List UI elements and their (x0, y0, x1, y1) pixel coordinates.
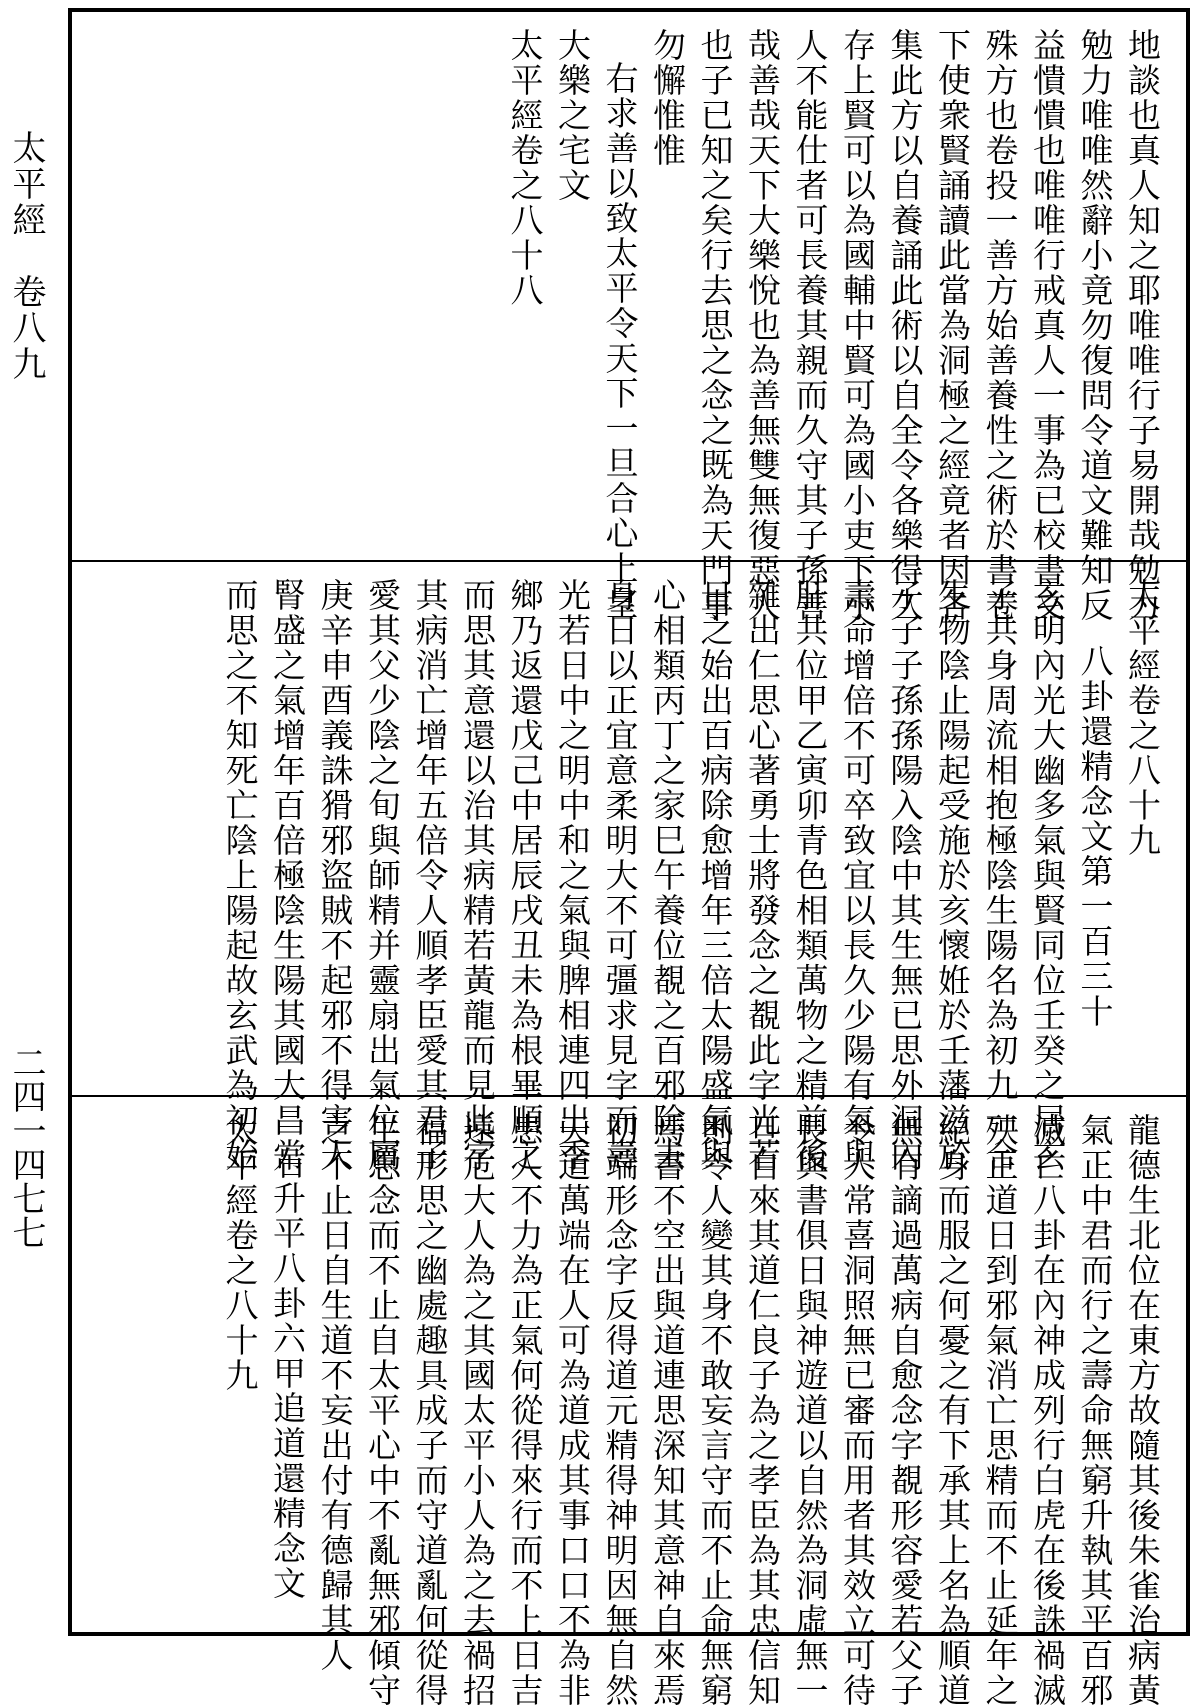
chapter-end-title: 太平經卷之八十九 (220, 1113, 260, 1393)
text-column: 殊方也卷投一善方始善養性之術於書卷 (980, 28, 1020, 623)
vertical-text-block (84, 562, 1166, 1173)
text-column: 玄明內光大幽多氣與賢同位壬癸之居玄 (1028, 578, 1067, 1173)
text-column: 生思念而不止自太平心中不亂無邪傾守 (363, 1113, 402, 1708)
text-column: 殃正道日到邪氣消亡思精而不止延年之 (980, 1113, 1020, 1708)
text-column: 天道萬端在人可為道成其事口口不為非 (553, 1113, 592, 1708)
text-column: 而思其意還以治其病精若黃龍而見此字 (458, 578, 497, 1173)
text-column: 遠危大人為之其國太平小人為之去禍招 (458, 1113, 497, 1708)
text-column: 哉善哉天下大樂悅也為善無雙無復惡人 (743, 28, 782, 623)
text-column: 肝共位甲乙寅卯青色相類萬物之精前後 (790, 578, 830, 1173)
text-column: 滅亡八卦在內神成列行白虎在後誅禍滅 (1028, 1113, 1067, 1708)
text-column: 患人不力為正氣何從得來行而不上日吉 (505, 1113, 545, 1708)
text-column: 氣正中君而行之壽命無窮升執其平百邪 (1075, 1113, 1115, 1708)
text-column: 身日以正宜意柔明大不可彊求見字而壽 (600, 578, 640, 1173)
text-column: 地談也真人知之耶唯唯行子易開哉勉力 (1123, 28, 1162, 623)
text-column: 福形思之幽處趣具成子而守道亂何從得 (410, 1113, 450, 1708)
vertical-text-block (84, 12, 1166, 623)
text-column: 也子已知之矣行去思之念之既為天門事 (695, 28, 735, 623)
text-column: 初端形念字反得道元精得神明因無自然 (600, 1113, 640, 1708)
text-column: 集此方以自養誦此術以自全令各樂得久 (885, 28, 925, 623)
text-column: 庚辛申酉義誅猾邪盜賊不起邪不得害人 (315, 578, 355, 1173)
text-column: 人不能仕者可長養其親而久守其子孫善 (790, 28, 830, 623)
text-column: 下使衆賢誦讀此當為洞極之經竟者因各 (933, 28, 972, 623)
text-column: 大樂之宅文 (553, 28, 592, 203)
text-column: 壽命增倍不可卒致宜以長久少陽有氣與 (838, 578, 877, 1173)
text-column: 心相類丙丁之家巳午養位覩之百邪除去 (648, 578, 687, 1173)
text-column: 存上賢可以為國輔中賢可為國小吏下小 (838, 28, 877, 623)
section-title: 八卦還精念文第一百三十 (1075, 644, 1115, 1029)
text-column: 子子子孫孫陽入陰中其生無已思外洞內 (885, 578, 925, 1173)
text-column: 雜出仁思心著勇士將發念之覩此字光若 (743, 578, 782, 1173)
text-column: 光若日中之明中和之氣與脾相連四出季 (553, 578, 592, 1173)
margin-book-title: 太平經 卷八九 (6, 130, 46, 382)
text-column: 焉書不空出與道連思深知其意神自來焉 (648, 1113, 687, 1708)
text-column: 則令人變其身不敢妄言守而不止命無窮 (695, 1113, 735, 1708)
text-column: 勿懈惟惟 (648, 28, 687, 168)
text-column: 而思之不知死亡陰上陽起故玄武為初始 (220, 578, 260, 1173)
text-column: 長與書俱日與神遊道以自然為洞虛無一 (790, 1113, 830, 1708)
text-panel-bottom (72, 1097, 1186, 1708)
text-column: 日之始出百病除愈增年三倍太陽盛氣與 (695, 578, 735, 1173)
text-column: 愛其父少陰之旬與師精并靈扇出氣位屬 (363, 578, 402, 1173)
text-column: 益憒憒也唯唯行戒真人一事為已校書文 (1028, 28, 1067, 623)
text-column: 右升平八卦六甲追道還精念文 (268, 1146, 307, 1601)
chapter-title: 太平經卷之八十九 (1123, 578, 1162, 858)
chapter-end-title: 太平經卷之八十八 (505, 28, 545, 308)
text-column: 龍德生北位在東方故隨其後朱雀治病黃 (1123, 1113, 1162, 1708)
text-column: 子共身周流相抱極陰生陽名為初九一合 (980, 578, 1020, 1173)
text-column: 腎盛之氣增年百倍極陰生陽其國大昌常 (268, 578, 307, 1173)
margin-page-number: 二四一四七七 (6, 1045, 46, 1249)
text-panel-top (72, 12, 1186, 623)
text-column: 令人常喜洞照無已審而用者其效立可待 (838, 1113, 877, 1708)
text-panel-middle (72, 562, 1186, 1173)
text-column: 勉力唯唯然辭小竟勿復問令道文難知反 (1075, 28, 1115, 623)
text-column: 右求善以致太平令天下一旦合心上皇 (600, 61, 640, 621)
text-column: 無有謫過萬病自愈念字覩形容愛若父子 (885, 1113, 925, 1708)
text-column: 之不止日自生道不妄出付有德歸其人 (315, 1113, 355, 1673)
text-column: 生物陰止陽起受施於亥懷姙於壬藩滋於 (933, 578, 972, 1173)
text-column: 旦自來其道仁良子為之孝臣為其忠信知 (743, 1113, 782, 1708)
text-column: 其病消亡增年五倍令人順孝臣愛其君子 (410, 578, 450, 1173)
text-column: 紀身而服之何憂之有下承其上名為順道 (933, 1113, 972, 1708)
vertical-text-block (84, 1097, 1166, 1708)
text-column: 鄉乃返還戊己中居辰戌丑未為根畢順之 (505, 578, 545, 1173)
page-frame (68, 8, 1190, 1708)
